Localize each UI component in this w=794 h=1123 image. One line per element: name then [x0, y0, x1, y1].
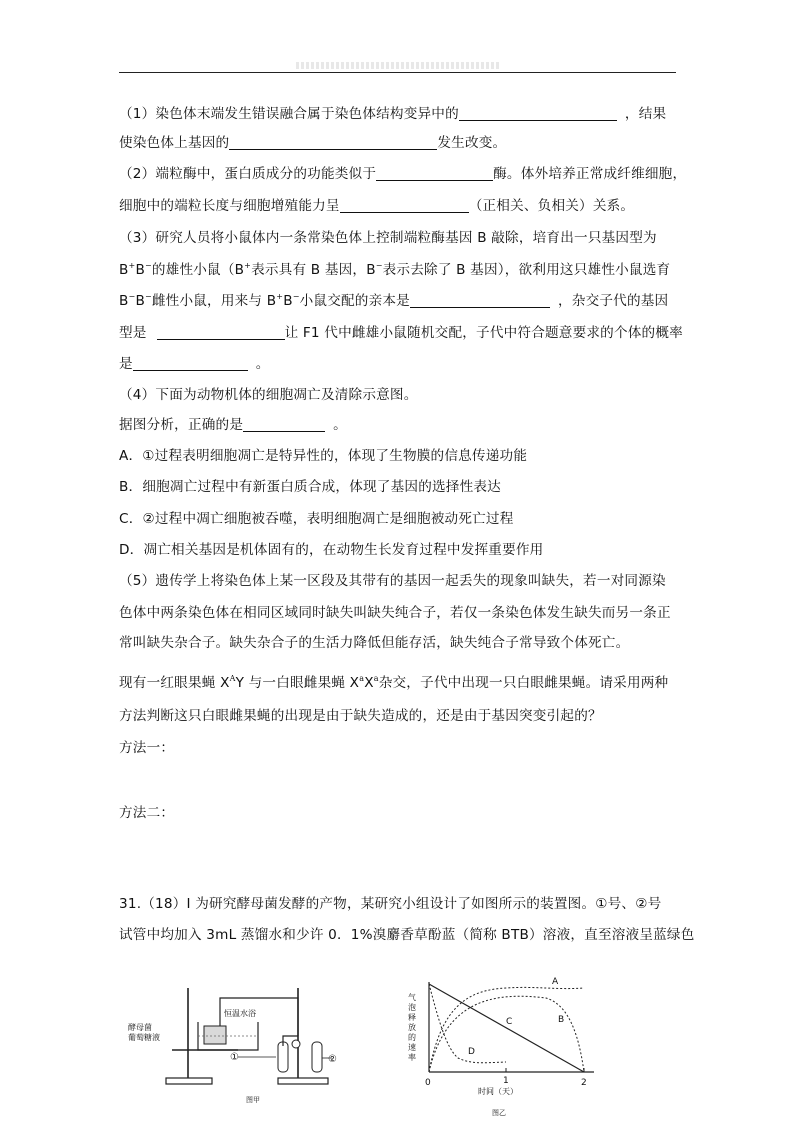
q31-line1: 31.（18）Ⅰ 为研究酵母菌发酵的产物，某研究小组设计了如图所示的装置图。①号、②号 — [119, 896, 662, 912]
figure-yi-graph — [396, 968, 606, 1118]
left-stand-base — [166, 1078, 212, 1084]
header-watermark — [296, 62, 501, 69]
clamp-knob — [292, 1040, 300, 1048]
x-tick-label-1: 1 — [503, 1076, 509, 1086]
q3-text: 让 F1 代中雌雄小鼠随机交配，子代中符合题意要求的个体的概率 — [284, 325, 683, 341]
q3-text: 表示去除了 B 基因），欲利用这只雄性小鼠选育 — [382, 262, 671, 278]
q31-line2: 试管中均加入 3mL 蒸馏水和少许 0．1%溴麝香草酚蓝（简称 BTB）溶液，直至溶液呈蓝绿色 — [119, 927, 695, 943]
q3-sup: + — [244, 261, 252, 270]
label-curve-c: C — [506, 1017, 513, 1027]
q3-line3 — [119, 292, 668, 310]
q3-text: 小鼠交配的亲本是 — [299, 293, 410, 309]
label-curve-b: B — [558, 1015, 565, 1025]
q4-blank[interactable] — [243, 417, 325, 432]
q5-text: 杂交，子代中出现一只白眼雌果蝇。请采用两种 — [378, 675, 669, 691]
q3-line4 — [119, 324, 683, 342]
y-axis-label-char: 泡 — [408, 1003, 416, 1012]
q5-line3: 常叫缺失杂合子。缺失杂合子的生活力降低但能存活，缺失纯合子常导致个体死亡。 — [119, 635, 630, 651]
q5-text: X — [364, 675, 374, 691]
q2-line2 — [119, 197, 634, 215]
q3-gene-b: B — [135, 262, 145, 278]
q3-text: 是 — [119, 356, 133, 372]
q4-option-d[interactable]: D．凋亡相关基因是机体固有的，在动物生长发育过程中发挥重要作用 — [119, 542, 544, 558]
q4-text: 据图分析，正确的是 — [119, 417, 244, 433]
q1-text-a: （1）染色体末端发生错误融合属于染色体结构变异中的 — [119, 106, 459, 122]
label-water-bath: 恒温水浴 — [224, 1009, 256, 1018]
q3-sup: − — [375, 261, 383, 270]
q3-text: 雌性小鼠，用来与 B — [151, 293, 277, 309]
q2-blank-2[interactable] — [340, 198, 469, 213]
label-tube-2: ② — [328, 1054, 337, 1065]
q3-sup: + — [128, 261, 136, 270]
y-axis-label-char: 释 — [408, 1013, 416, 1022]
q1-blank-2[interactable] — [229, 135, 437, 150]
q3-gene-b: B — [135, 293, 145, 309]
label-curve-d: D — [468, 1047, 475, 1057]
y-axis-label-char: 的 — [408, 1033, 416, 1042]
q4-line1: （4）下面为动物机体的细胞凋亡及清除示意图。 — [119, 387, 418, 403]
q1-text-d: 发生改变。 — [437, 135, 507, 151]
x-tick-label-0: 0 — [425, 1078, 431, 1088]
x-tick-label-2: 2 — [581, 1078, 587, 1088]
q3-blank-1[interactable] — [410, 293, 550, 308]
q3-line1: （3）研究人员将小鼠体内一条常染色体上控制端粒酶基因 B 敲除，培育出一只基因型为 — [119, 230, 657, 246]
label-tube-1: ① — [230, 1052, 239, 1063]
q3-text: 。 — [255, 356, 270, 372]
header-rule — [119, 72, 676, 73]
q4-line2 — [119, 416, 347, 434]
q3-text: ，杂交子代的基因 — [557, 293, 669, 309]
label-glucose: 葡萄糖液 — [128, 1033, 160, 1042]
q3-gene-b: B — [119, 262, 129, 278]
yeast-flask — [204, 1026, 226, 1044]
q1-text-c: 使染色体上基因的 — [119, 135, 230, 151]
q3-text: 的雄性小鼠（B — [151, 262, 245, 278]
q3-text: B — [283, 293, 293, 309]
q4-option-a[interactable]: A．①过程表明细胞凋亡是特异性的，体现了生物膜的信息传递功能 — [119, 448, 528, 464]
y-axis-label — [408, 992, 416, 1062]
q3-blank-2[interactable] — [157, 325, 285, 340]
q4-text: 。 — [333, 417, 347, 433]
label-yeast: 酵母菌 — [128, 1023, 152, 1032]
q3-text: 型是 — [119, 325, 147, 341]
y-axis-label-char: 速 — [408, 1043, 416, 1052]
q2-blank-1[interactable] — [376, 166, 493, 181]
q5-text: 现有一红眼果蝇 X — [119, 675, 230, 691]
q1-blank-1[interactable] — [459, 106, 617, 121]
y-axis-label-char: 率 — [408, 1053, 416, 1062]
q3-sup: − — [292, 292, 300, 301]
caption-jia: 图甲 — [246, 1096, 260, 1104]
q5-sup: a — [373, 674, 379, 683]
q1-line2 — [119, 134, 506, 152]
method-2-label: 方法二： — [119, 805, 175, 821]
q3-sup: − — [128, 292, 136, 301]
q5-text: Y 与一白眼雌果蝇 X — [235, 675, 360, 691]
y-axis-label-char: 放 — [408, 1023, 416, 1032]
y-axis-label-char: 气 — [408, 993, 416, 1002]
q2-text-c: 细胞中的端粒长度与细胞增殖能力呈 — [119, 198, 340, 214]
q3-sup: − — [144, 292, 152, 301]
test-tube-1 — [278, 1042, 288, 1072]
q5-sup: a — [359, 674, 365, 683]
q3-text: 表示具有 B 基因，B — [251, 262, 376, 278]
q3-gene-b: B — [119, 293, 129, 309]
test-tube-2 — [312, 1042, 322, 1072]
q5-line1: （5）遗传学上将染色体上某一区段及其带有的基因一起丢失的现象叫缺失，若一对同源染 — [119, 573, 666, 589]
q3-sup: − — [144, 261, 152, 270]
q3-line2 — [119, 261, 670, 279]
q5-sup: A — [229, 674, 236, 683]
q3-sup: + — [276, 292, 284, 301]
right-stand-base — [278, 1078, 328, 1084]
caption-yi: 图乙 — [492, 1109, 506, 1117]
q3-blank-3[interactable] — [133, 356, 248, 371]
q1-line1 — [119, 105, 666, 123]
q4-option-b[interactable]: B．细胞凋亡过程中有新蛋白质合成，体现了基因的选择性表达 — [119, 479, 501, 495]
q2-text-a: （2）端粒酶中，蛋白质成分的功能类似于 — [119, 166, 377, 182]
q5-line5: 方法判断这只白眼雌果蝇的出现是由于缺失造成的，还是由于基因突变引起的？ — [119, 708, 602, 724]
q3-line5 — [119, 355, 270, 373]
q2-text-d: （正相关、负相关）关系。 — [468, 198, 635, 214]
figure-jia-apparatus — [128, 978, 338, 1106]
q4-option-c[interactable]: C．②过程中凋亡细胞被吞噬，表明细胞凋亡是细胞被动死亡过程 — [119, 511, 514, 527]
label-curve-a: A — [552, 977, 559, 987]
q1-text-b: ，结果 — [624, 106, 667, 122]
curve-b — [429, 996, 584, 1072]
q2-line1 — [119, 165, 686, 183]
q2-text-b: 酶。体外培养正常成纤维细胞， — [493, 166, 687, 182]
x-axis-label: 时间（天） — [478, 1087, 518, 1096]
q5-line4 — [119, 674, 668, 692]
q5-line2: 色体中两条染色体在相同区域同时缺失叫缺失纯合子，若仅一条染色体发生缺失而另一条正 — [119, 605, 671, 621]
method-1-label: 方法一： — [119, 740, 175, 756]
